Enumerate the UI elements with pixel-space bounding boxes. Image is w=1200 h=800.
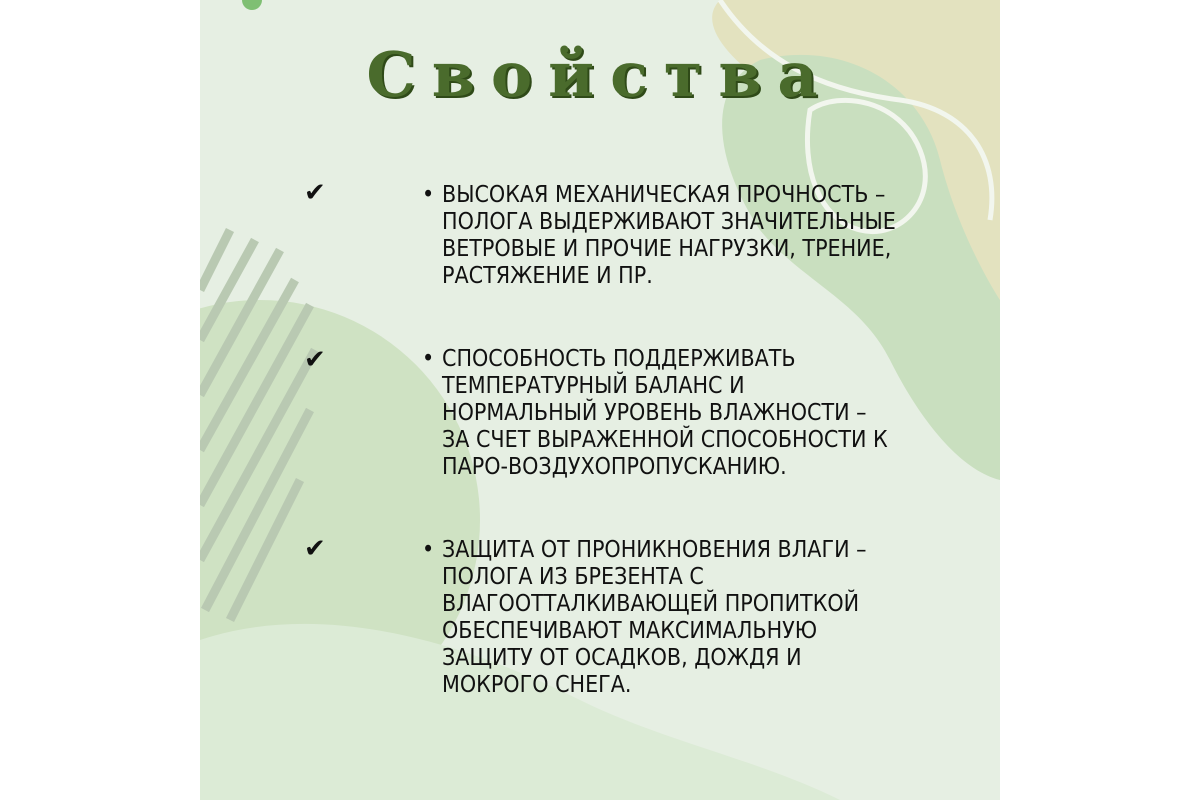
list-item <box>422 537 982 699</box>
info-card <box>200 0 1000 800</box>
list-item <box>422 182 982 290</box>
check-icon: ✔ <box>304 345 326 375</box>
list-item-text: ЗАЩИТА ОТ ПРОНИКНОВЕНИЯ ВЛАГИ – ПОЛОГA ИЗ БРЕЗЕНТА С ВЛАГООТТАЛКИВАЮЩЕЙ ПРОПИТКОЙ ОБЕСПЕЧИВАЮТ МАКСИМАЛЬНУЮ ЗАЩИТУ ОТ ОСАДКОВ, ДОЖДЯ И МОКРОГО СНЕГА. <box>442 537 867 698</box>
check-icon: ✔ <box>304 178 326 208</box>
bullet-icon: • <box>422 537 435 563</box>
list-item-text: ВЫСОКАЯ МЕХАНИЧЕСКАЯ ПРОЧНОСТЬ – ПОЛОГA ВЫДЕРЖИВАЮТ ЗНАЧИТЕЛЬНЫЕ ВЕТРОВЫЕ И ПРОЧИЕ НАГРУЗКИ, ТРЕНИЕ, РАСТЯЖЕНИЕ И ПР. <box>442 182 896 289</box>
bullet-icon: • <box>422 346 435 372</box>
page-title: Свойства <box>366 38 834 111</box>
list-item <box>422 346 982 481</box>
list-item-text: СПОСОБНОСТЬ ПОДДЕРЖИВАТЬ ТЕМПЕРАТУРНЫЙ БАЛАНС И НОРМАЛЬНЫЙ УРОВЕНЬ ВЛАЖНОСТИ – ЗА СЧЕТ ВЫРАЖЕННОЙ СПОСОБНОСТИ К ПАРО-ВОЗДУХОПРОПУСКАНИЮ. <box>442 346 888 480</box>
bullet-icon: • <box>422 182 435 208</box>
check-icon: ✔ <box>304 534 326 564</box>
